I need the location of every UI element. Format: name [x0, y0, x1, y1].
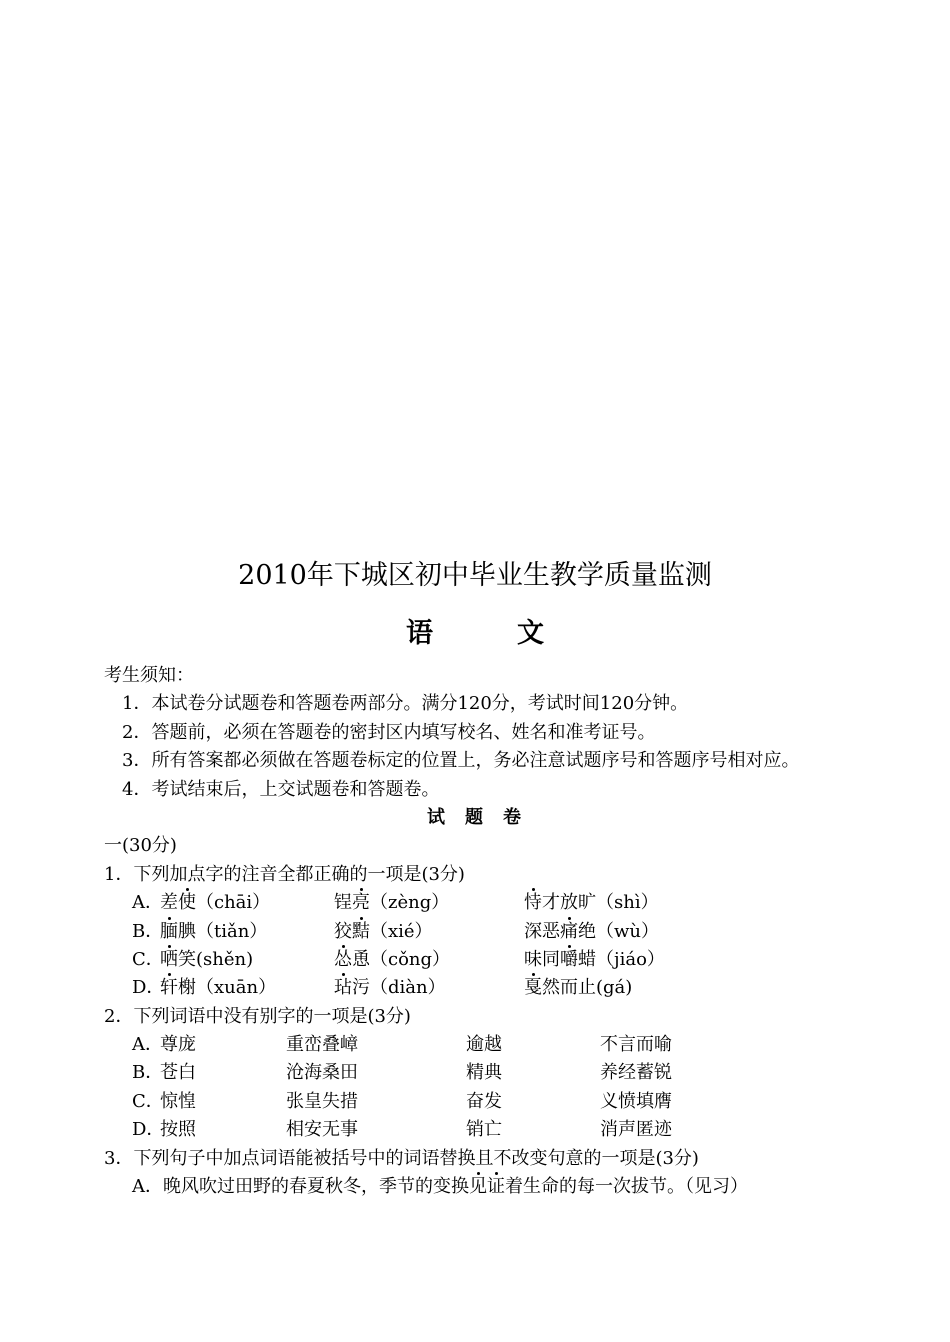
q1-option-b: B． 腼腆（tiǎn） 狡黠（xié） 深恶痛绝（wù） — [104, 918, 904, 946]
q3-option-a: A．晚风吹过田野的春夏秋冬，季节的变换见证着生命的每一次拔节。（见习） — [104, 1173, 904, 1201]
dotted-char: 黠 — [352, 918, 370, 946]
section-title: 试 题 卷 — [427, 806, 521, 828]
subject-char-1: 语 — [406, 618, 433, 649]
dotted-char: 玷 — [334, 974, 352, 1002]
dotted-char: 怂 — [334, 946, 352, 974]
question-1-stem: 1．下列加点字的注音全都正确的一项是(3分) — [104, 863, 465, 885]
notice-heading: 考生须知： — [104, 665, 194, 686]
dotted-char: 痛 — [560, 918, 578, 946]
dotted-char: 亮 — [352, 889, 370, 917]
notice-item: 2．答题前，必须在答题卷的密封区内填写校名、姓名和准考证号。 — [122, 721, 656, 743]
q2-option-a: A． 尊庞 重峦叠嶂 逾越 不言而喻 — [132, 1034, 672, 1056]
dotted-char: 戛 — [524, 974, 542, 1002]
q1-option-a: A． 差使（chāi） 锃亮（zèng） 恃才放旷（shì） — [104, 889, 904, 917]
subject-char-2: 文 — [517, 618, 544, 649]
dotted-char: 使 — [178, 889, 196, 917]
exam-content — [104, 662, 904, 1201]
q2-option-c: C． 惊惶 张皇失措 奋发 义愤填膺 — [132, 1090, 672, 1112]
q2-option-b: B． 苍白 沧海桑田 精典 养经蓄锐 — [132, 1062, 672, 1084]
dotted-char: 嚼 — [560, 946, 578, 974]
dotted-char: 哂 — [160, 946, 178, 974]
dotted-char: 证 — [487, 1173, 505, 1201]
q2-option-d: D． 按照 相安无事 销亡 消声匿迹 — [132, 1119, 672, 1141]
dotted-char: 见 — [469, 1173, 487, 1201]
notice-item: 3．所有答案都必须做在答题卷标定的位置上，务必注意试题序号和答题序号相对应。 — [122, 750, 800, 772]
page-title: 2010年下城区初中毕业生教学质量监测 — [238, 560, 712, 591]
dotted-char: 腼 — [160, 918, 178, 946]
question-2-stem: 2．下列词语中没有别字的一项是(3分) — [104, 1005, 411, 1027]
notice-item: 1．本试卷分试题卷和答题卷两部分。满分120分，考试时间120分钟。 — [122, 693, 689, 715]
dotted-char: 恃 — [524, 889, 542, 917]
part-heading: 一(30分) — [104, 835, 177, 857]
dotted-char: 轩 — [160, 974, 178, 1002]
q1-option-d: D． 轩榭（xuān） 玷污（diàn） 戛然而止(gá) — [104, 974, 904, 1002]
question-3-stem: 3．下列句子中加点词语能被括号中的词语替换且不改变句意的一项是(3分) — [104, 1147, 699, 1169]
notice-item: 4．考试结束后，上交试题卷和答题卷。 — [122, 778, 440, 800]
q1-option-c: C． 哂笑(shěn) 怂恿（cǒng） 味同嚼蜡（jiáo） — [104, 946, 904, 974]
subject-title — [0, 616, 950, 652]
